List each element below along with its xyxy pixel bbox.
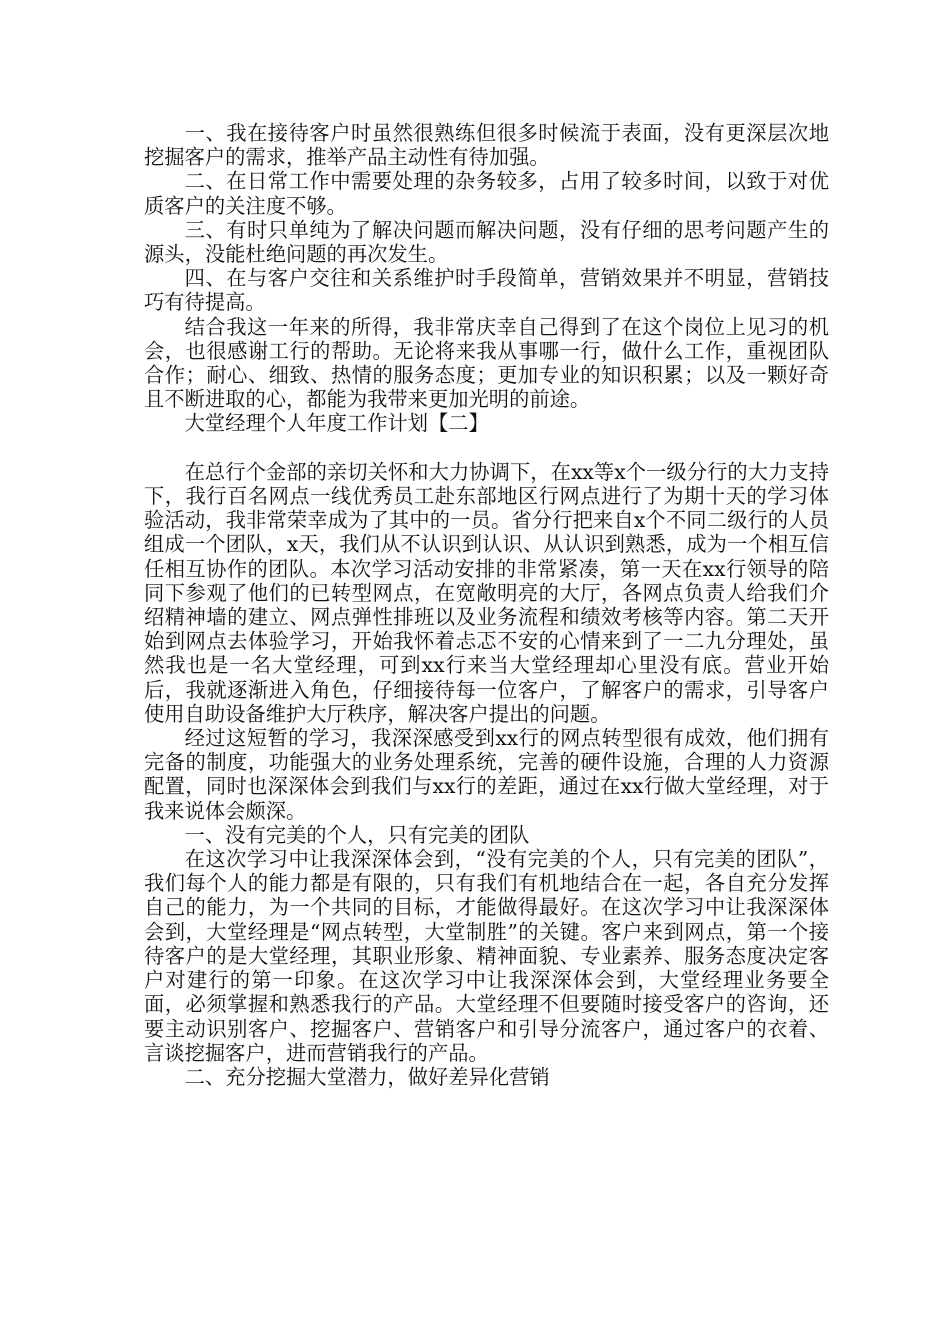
paragraph-weakness-4: 四、在与客户交往和关系维护时手段简单，营销效果并不明显，营销技巧有待提高。 [144,266,829,315]
subheading-team: 一、没有完美的个人，只有完美的团队 [184,822,530,847]
paragraph-team: 在这次学习中让我深深体会到，“没有完美的个人，只有完美的团队”，我们每个人的能力都是有限的，只有我们有机地结合在一起，各自充分发挥自己的能力，为一个共同的目标，才能做得最好。在这次学习中让我深深体会到，大堂经理是“网点转型，大堂制胜”的关键。客户来到网点，第一个接待客户的是大堂经理，其职业形象、精神面貌、专业素养、服务态度决定客户对建行的第一印象。在这次学习中让我深深体会到，大堂经理业务要全面，必须掌握和熟悉我行的产品。大堂经理不但要随时接受客户的咨询，还要主动识别客户、挖掘客户、营销客户和引导分流客户，通过客户的衣着、言谈挖掘客户，进而营销我行的产品。 [144,847,829,1065]
paragraph-weakness-3: 三、有时只单纯为了解决问题而解决问题，没有仔细的思考问题产生的源头，没能杜绝问题的再次发生。 [144,217,829,267]
blank-line [144,436,829,460]
paragraph-intro: 在总行个金部的亲切关怀和大力协调下，在xx等x个一级分行的大力支持下，我行百名网点一线优秀员工赴东部地区行网点进行了为期十天的学习体验活动，我非常荣幸成为了其中的一员。省分行把来自x个不同二级行的人员组成一个团队，x天，我们从不认识到认识、从认识到熟悉，成为一个相互信任相互协作的团队。本次学习活动安排的非常紧凑，第一天在xx行领导的陪同下参观了他们的已转型网点，在宽敞明亮的大厅，各网点负责人给我们介绍精神墙的建立、网点弹性排班以及业务流程和绩效考核等内容。第二天开始到网点去体验学习，开始我怀着忐忑不安的心情来到了一二九分理处，虽然我也是一名大堂经理，可到xx行来当大堂经理却心里没有底。营业开始后，我就逐渐进入角色，仔细接待每一位客户，了解客户的需求，引导客户使用自助设备维护大厅秩序，解决客户提出的问题。 [144,459,829,726]
paragraph-weakness-2: 二、在日常工作中需要处理的杂务较多，占用了较多时间，以致于对优质客户的关注度不够。 [144,169,829,218]
paragraph-weakness-1: 一、我在接待客户时虽然很熟练但很多时候流于表面，没有更深层次地挖掘客户的需求，推举产品主动性有待加强。 [144,121,829,170]
section-title: 大堂经理个人年度工作计划【二】 [184,411,489,436]
subheading-marketing: 二、充分挖掘大堂潜力，做好差异化营销 [184,1064,550,1089]
paragraph-reflection: 经过这短暂的学习，我深深感受到xx行的网点转型很有成效，他们拥有完备的制度，功能强大的业务处理系统，完善的硬件设施，合理的人力资源配置，同时也深深体会到我们与xx行的差距，通过在xx行做大堂经理，对于我来说体会颇深。 [144,726,829,823]
document-body [144,121,829,1089]
paragraph-conclusion: 结合我这一年来的所得，我非常庆幸自己得到了在这个岗位上见习的机会，也很感谢工行的帮助。无论将来我从事哪一行，做什么工作，重视团队合作；耐心、细致、热情的服务态度；更加专业的知识积累；以及一颗好奇且不断进取的心，都能为我带来更加光明的前途。 [144,314,829,412]
